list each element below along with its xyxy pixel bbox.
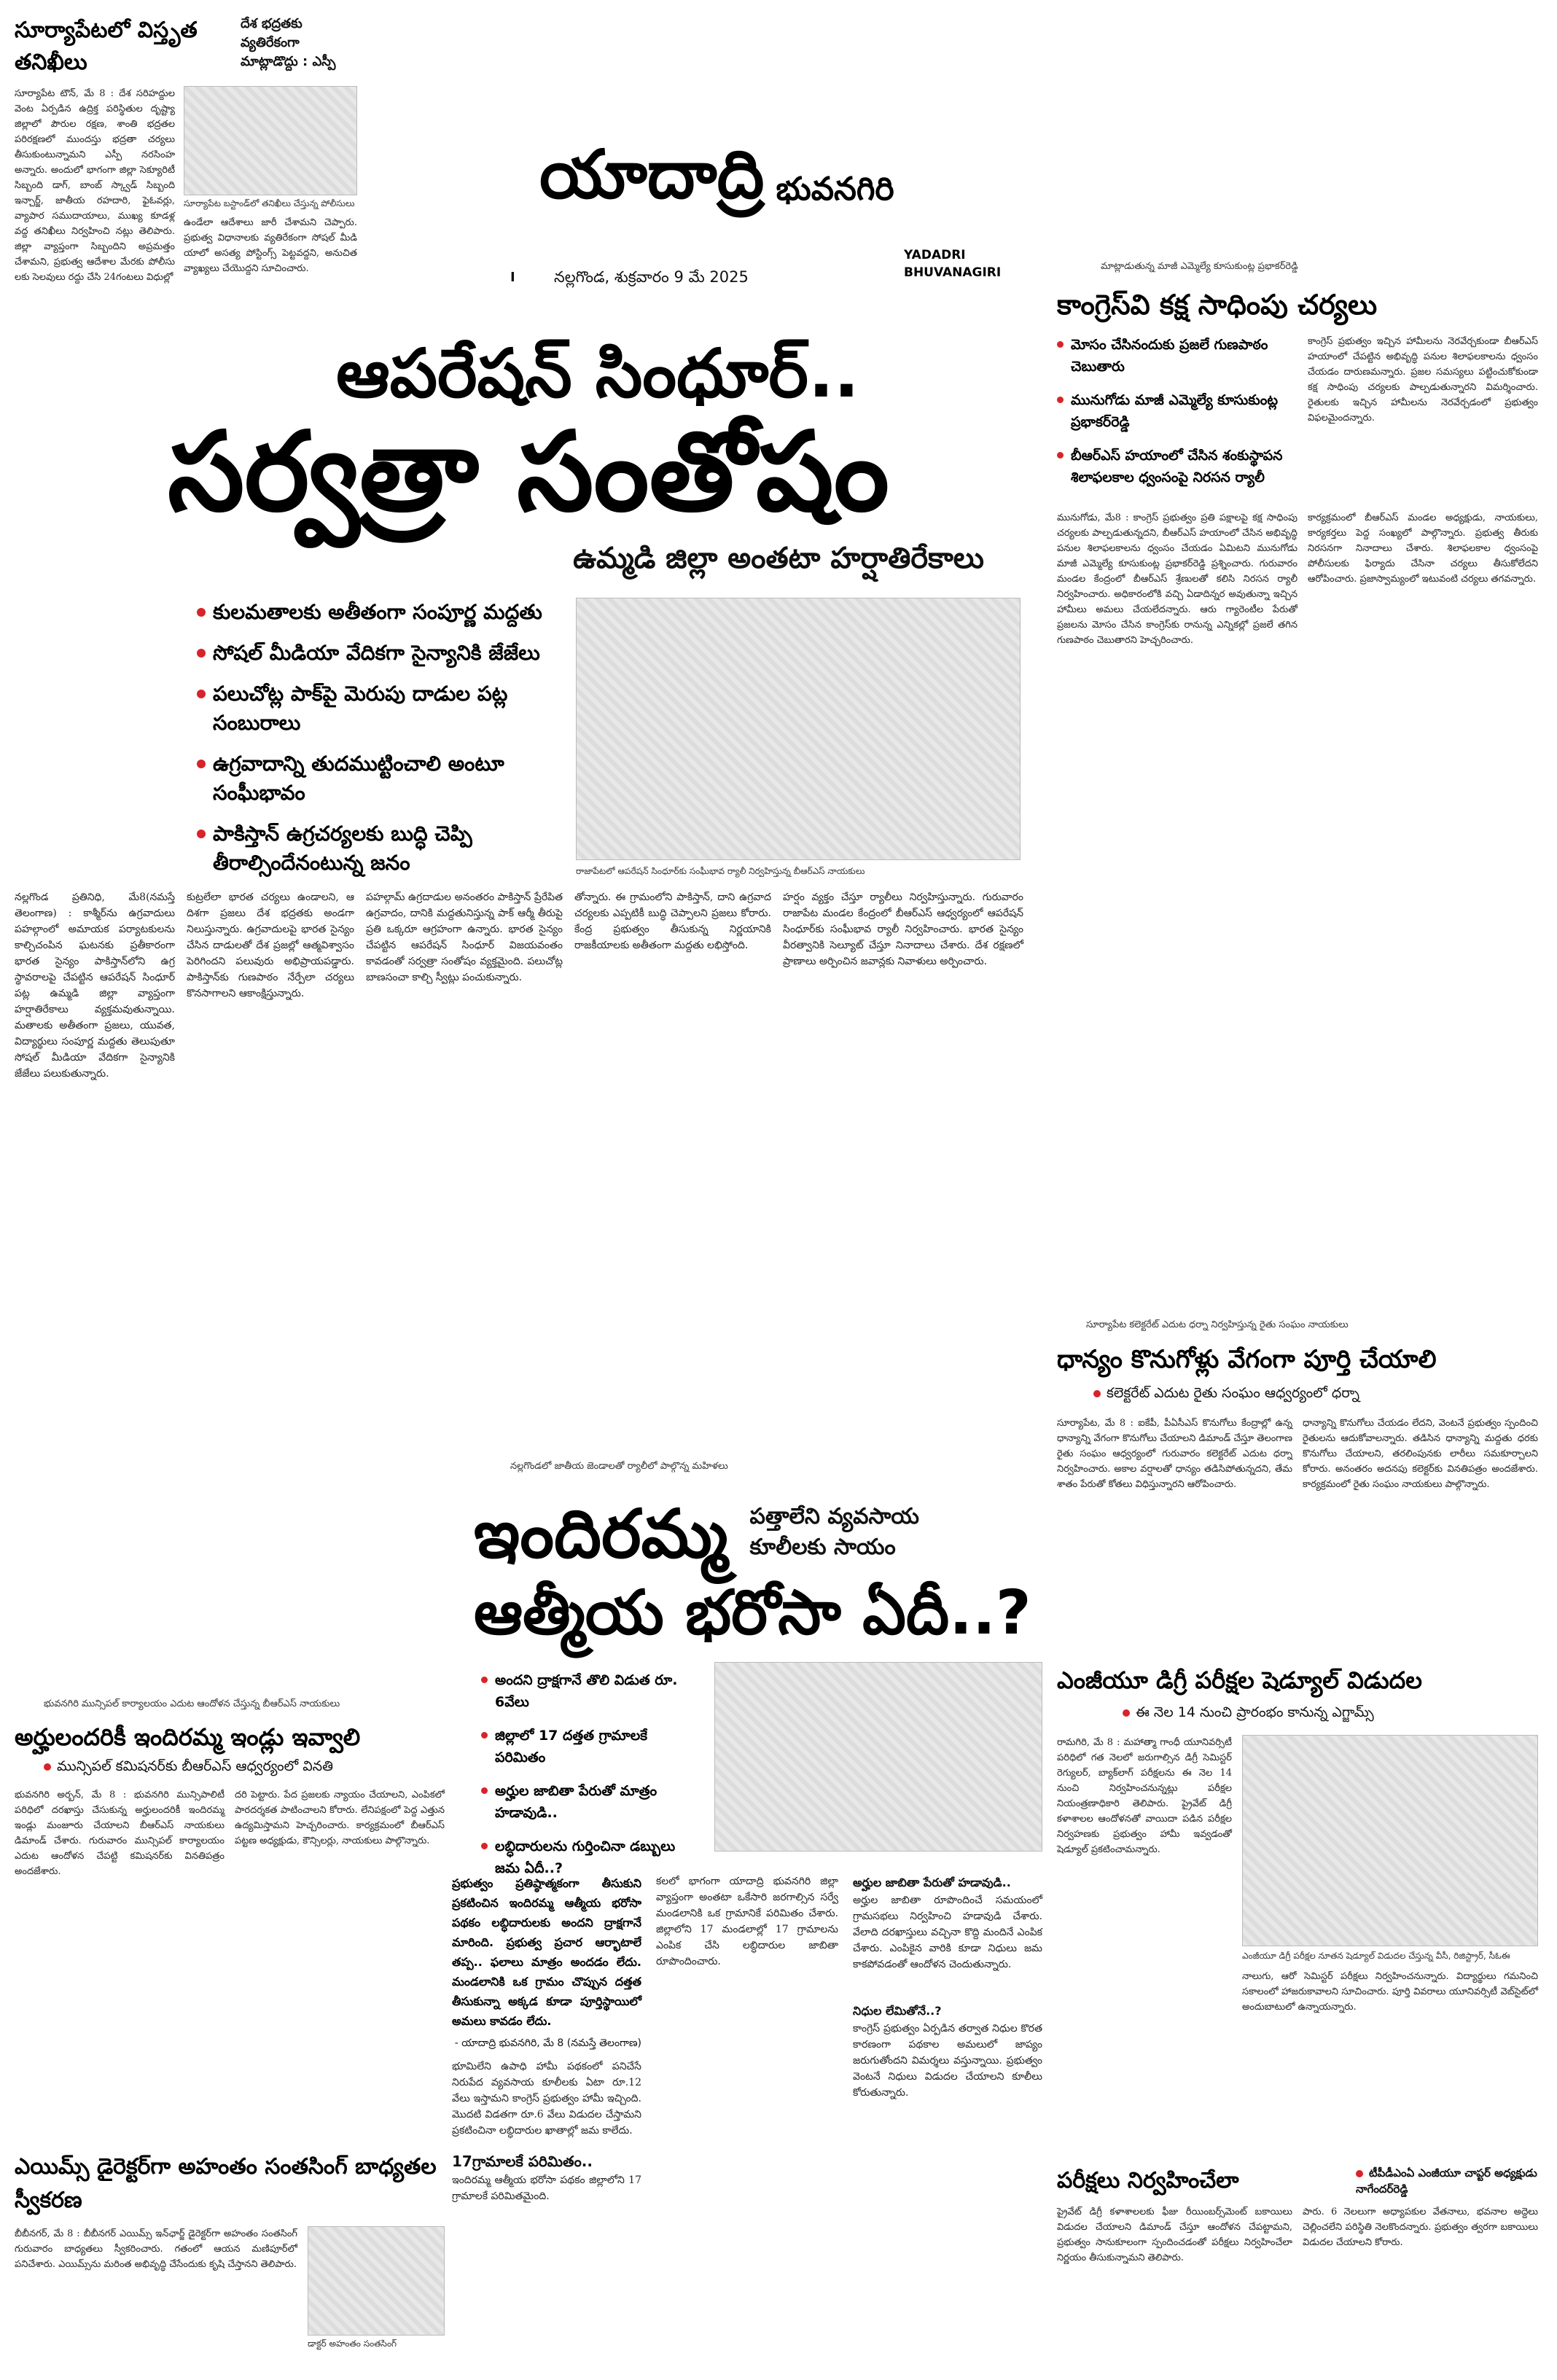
issue-mark: I — [510, 270, 515, 285]
aiims-photo-caption: డాక్టర్ అహంతం సంతసింగ్ — [308, 2338, 397, 2349]
degree-body-2: నాలుగు, ఆరో సెమిస్టర్ పరీక్షలు నిర్వహించనున్నారు. విద్యార్థులు గమనించి సకాలంలో హాజరుకావాలని సూచించారు. పూర్తి వివరాలు యూనివర్సిటీ వెబ్‌సైట్‌లో అందుబాటులో ఉన్నాయన్నారు. — [1242, 1971, 1538, 2013]
degree-photo-caption: ఎంజీయూ డిగ్రీ పరీక్షల నూతన షెడ్యూల్ విడుదల చేస్తున్న వీసీ, రిజిస్ట్రార్, సీఓఈ — [1242, 1951, 1510, 1961]
exams-headline: పరీక్షలు నిర్వహించేలా — [1057, 2168, 1239, 2193]
bullet-item: మోసం చేసినందుకు ప్రజలే గుణపాఠం చెబుతారు — [1057, 334, 1298, 378]
indiramma-col-b-wrap — [656, 1873, 838, 1970]
body-column-2: ఉండేలా ఆదేశాలు జారీ చేశామని చెప్పారు. ప్రభుత్వ విధానాలకు వ్యతిరేకంగా సోషల్ మీడి యాలో అసత్య పోస్టింగ్స్ పెట్టవద్దని, అనుచిత వ్యాఖ్యలు చేయొద్దని సూచించారు. — [184, 217, 357, 274]
police-check-photo — [184, 86, 357, 195]
english-name: YADADRI BHUVANAGIRI — [904, 248, 1002, 280]
degree-headline: ఎంజీయూ డిగ్రీ పరీక్షల షెడ్యూల్ విడుదల — [1057, 1666, 1422, 1694]
bullet-item: అందని ద్రాక్షగానే తొలి విడుత రూ. 6వేలు — [481, 1669, 700, 1713]
top-left-story — [15, 15, 357, 285]
degree-story — [1057, 1662, 1538, 2015]
bullet-item: లబ్ధిదారులను గుర్తించినా డబ్బులు జమ ఏదీ..? — [481, 1835, 700, 1879]
lead-bullets — [197, 598, 561, 889]
congress-body-left: మునుగోడు, మే8 : కాంగ్రెస్ ప్రభుత్వం ప్రతి పక్షాలపై కక్ష సాధింపు చర్యలకు పాల్పడుతున్నదని, బీఆర్ఎస్ హయాంలో చేసిన అభివృద్ధి పనుల శిలాఫలకాలను ధ్వంసం చేయడం ఏమిటని మునుగోడు మాజీ ఎమ్మెల్యే కూసుకుంట్ల ప్రభాకర్‌రెడ్డి ప్రశ్నించారు. గురువారం మండల కేంద్రంలో బీఆర్ఎస్ శ్రేణులతో కలిసి నిరసన ర్యాలీ నిర్వహించారు. అధికారంలోకి వచ్చి ఏడాదిన్నర అవుతున్నా ఇచ్చిన హామీలు అమలు చేయలేదన్నారు. ఆరు గ్యారెంటీల పేరుతో ప్రజలను మోసం చేసిన కాంగ్రెస్‌కు రానున్న ఎన్నికల్లో ప్రజలే తగిన గుణపాఠం చెబుతారని హెచ్చరించారు. — [1057, 512, 1298, 646]
indiramma-highlight-box — [452, 1873, 641, 2204]
photo-caption: సూర్యాపేట బస్టాండ్‌లో తనిఖీలు చేస్తున్న పోలీసులు — [184, 198, 355, 208]
body-column: సూర్యాపేట టౌన్, మే 8 : దేశ సరిహద్దుల వెంట ఏర్పడిన ఉద్రిక్త పరిస్థితుల దృష్ట్యా జిల్లాలో పౌరుల రక్షణ, శాంతి భద్రతల పరిరక్షణలో ముందస్తు భద్రతా చర్యలు తీసుకుంటున్నామని ఎస్పీ నరసింహ అన్నారు. అందులో భాగంగా జిల్లా సెక్యూరిటీ సిబ్బంది డాగ్, బాంబ్ స్క్వాడ్ సిబ్బంది ఇన్చార్జ్, జాతీయ రహదారి, ఫైఓవర్లు, వ్యాపార సముదాయాలు, ముఖ్య కూడళ్ల వద్ద తనిఖీలు నిర్వహించి నట్లు తెలిపారు. జిల్లా వ్యాప్తంగా సిబ్బందిని అప్రమత్తం చేశామని, ప్రభుత్వ ఆదేశాల మేరకు పోలీసు లకు సెలవులు రద్దు చేసి 24గంటలు విధుల్లో — [15, 88, 175, 283]
lead-col-5: హర్షం వ్యక్తం చేస్తూ ర్యాలీలు నిర్వహిస్తున్నారు. గురువారం రాజాపేట మండల కేంద్రంలో బీఆర్ఎస్ ఆధ్వర్యంలో ఆపరేషన్ సింధూర్‌కు సంఘీభావ ర్యాలీ నిర్వహించారు. భారత సైన్యం వీరత్వానికి సెల్యూట్ చేస్తూ నినాదాలు చేశారు. దేశ రక్షణలో ప్రాణాలు అర్పించిన జవాన్లకు నివాళులు అర్పించారు. — [783, 891, 1023, 967]
grain-body: సూర్యాపేట, మే 8 : ఐకేపీ, పీఏసీఎస్ కొనుగోలు కేంద్రాల్లో ఉన్న ధాన్యాన్ని వేగంగా కొనుగోలు చేయాలని డిమాండ్ చేస్తూ తెలంగాణ రైతు సంఘం ఆధ్వర్యంలో గురువారం కలెక్టరేట్ ఎదుట ధర్నా నిర్వహించారు. అకాల వర్షాలతో ధాన్యం తడిసిపోతున్నదని, తేమ శాతం పేరుతో కోతలు విధిస్తున్నారని ఆరోపించారు. — [1057, 1418, 1292, 1490]
grain-sub: కలెక్టరేట్ ఎదుట రైతు సంఘం ఆధ్వర్యంలో ధర్నా — [1057, 1382, 1538, 1404]
bullet-item: పలుచోట్ల పాక్‌పై మెరుపు దాడుల పట్ల సంబురాలు — [197, 679, 561, 738]
lead-col-2: కుట్రలేలా భారత చర్యలు ఉండాలని, ఆ దిశగా ప్రజలు దేశ భద్రతకు అండగా నిలుస్తున్నారు. ఉగ్రవాదులపై భారత సైన్యం చేసిన దాడులతో దేశ ప్రజల్లో ఆత్మవిశ్వాసం పెరిగిందని పలువురు అభిప్రాయపడ్డారు. పాకిస్తాన్‌కు గుణపాఠం నేర్పేలా చర్యలు కొనసాగాలని ఆకాంక్షిస్తున్నారు. — [187, 891, 354, 999]
grain-headline: ధాన్యం కొనుగోళ్లు వేగంగా పూర్తి చేయాలి — [1057, 1345, 1437, 1374]
exams-body-2: పారు. 6 నెలలుగా అధ్యాపకుల వేతనాలు, భవనాల అద్దెలు చెల్లించలేని పరిస్థితి నెలకొందన్నారు. ప్రభుత్వం త్వరగా బకాయిలు విడుదల చేయాలని కోరారు. — [1303, 2207, 1538, 2248]
exams-body: ప్రైవేట్ డిగ్రీ కళాశాలలకు ఫీజు రీయింబర్స్‌మెంట్ బకాయిలు విడుదల చేయాలని డిమాండ్ చేస్తూ ఆందోళన చేపట్టామని, ప్రభుత్వం సానుకూలంగా స్పందించడంతో పరీక్షలు నిర్వహించేలా నిర్ణయం తీసుకున్నామని తెలిపారు. — [1057, 2207, 1292, 2263]
congress-story — [1057, 261, 1538, 648]
indiramma-photo — [714, 1662, 1042, 1852]
masthead-subtitle: భువనగిరి — [776, 171, 894, 208]
aiims-story — [15, 2150, 445, 2351]
bullet-item: సోషల్ మీడియా వేదికగా సైన్యానికి జేజేలు — [197, 639, 561, 668]
masthead-title: యాదాద్రి — [539, 136, 765, 214]
grain-story — [1057, 1319, 1538, 1492]
indiramma-col-b: కలలో భాగంగా యాదాద్రి భువనగిరి జిల్లా వ్యాప్తంగా అంతటా ఒకేసారి జరగాల్సిన సర్వే మండలానికి ఒక గ్రామానికే పరిమితం చేశారు. జిల్లాలోని 17 మండలాల్లో 17 గ్రామాలను ఎంపిక చేసి లబ్ధిదారుల జాబితా రూపొందించారు. — [656, 1876, 838, 1967]
bullet-item: పాకిస్తాన్ ఉగ్రచర్యలకు బుద్ధి చెప్పి తీరాల్సిందేనంటున్న జనం — [197, 819, 561, 878]
side-label: దేశ భద్రతకు వ్యతిరేకంగా మాట్లాడొద్దు : ఎస్పీ — [241, 16, 336, 69]
photo-label: భువనగిరి మున్సిపల్ కార్యాలయం ఎదుట ఆందోళన చేస్తున్న బీఆర్ఎస్ నాయకులు — [44, 1698, 340, 1709]
degree-body: రామగిరి, మే 8 : మహాత్మా గాంధీ యూనివర్సిటీ పరిధిలో గత నెలలో జరుగాల్సిన డిగ్రీ సెమిస్టర్ రెగ్యులర్, బ్యాక్‌లాగ్ పరీక్షలను ఈ నెల 14 నుంచి నిర్వహించనున్నట్లు పరీక్షల నియంత్రణాధికారి తెలిపారు. ప్రైవేట్ డిగ్రీ కళాశాలల ఆందోళనతో వాయిదా పడిన పరీక్షల నిర్వహణకు ప్రభుత్వం హామీ ఇవ్వడంతో షెడ్యూల్ ప్రకటించామన్నారు. — [1057, 1737, 1232, 1855]
indiramma-side-head: పత్తాలేని వ్యవసాయ కూలీలకు సాయం — [749, 1504, 919, 1560]
dateline: నల్లగొండ, శుక్రవారం 9 మే 2025 — [554, 268, 749, 286]
degree-sub: ఈ నెల 14 నుంచి ప్రారంభం కానున్న ఎగ్జామ్స్ — [1057, 1701, 1538, 1723]
indiramma-headline-a: ఇందిరమ్మ — [474, 1495, 728, 1573]
congress-headline: కాంగ్రెస్‌వి కక్ష సాధింపు చర్యలు — [1057, 289, 1378, 321]
houses-body: భువనగిరి అర్బన్, మే 8 : భువనగిరి మున్సిపాలిటీ పరిధిలో దరఖాస్తు చేసుకున్న అర్హులందరికీ ఇందిరమ్మ ఇండ్లు మంజూరు చేయాలని బీఆర్ఎస్ నాయకులు డిమాండ్ చేశారు. గురువారం మున్సిపల్ కార్యాలయం ఎదుట ఆందోళన చేపట్టి కమిషనర్‌కు వినతిపత్రం అందజేశారు. — [15, 1790, 225, 1877]
bullet-item: అర్హుల జాబితా పేరుతో మాత్రం హడావుడి.. — [481, 1780, 700, 1824]
houses-story — [15, 1698, 445, 1879]
indiramma-story — [474, 1494, 1050, 1650]
congress-body-mid: కార్యక్రమంలో బీఆర్ఎస్ మండల అధ్యక్షుడు, నాయకులు, కార్యకర్తలు పెద్ద సంఖ్యలో పాల్గొన్నారు. ప్రభుత్వ తీరుకు నిరసనగా నినాదాలు చేశారు. శిలాఫలకాల ధ్వంసంపై పోలీసులకు ఫిర్యాదు చేసినా చర్యలు తీసుకోలేదని ఆరోపించారు. ప్రజాస్వామ్యంలో ఇటువంటి చర్యలు తగవన్నారు. — [1308, 512, 1538, 585]
rally-photo — [576, 598, 1021, 860]
indiramma-col-c2-head: నిధుల లేమితోనే..? — [853, 2004, 942, 2018]
aiims-body: బీబీనగర్, మే 8 : బీబీనగర్ ఎయిమ్స్ ఇన్‌ఛార్జ్ డైరెక్టర్‌గా అహంతం సంతసింగ్ గురువారం బాధ్యతలు స్వీకరించారు. గతంలో ఆయన మణిపూర్‌లో పనిచేశారు. ఎయిమ్స్‌ను మరింత అభివృద్ధి చేసేందుకు కృషి చేస్తానని తెలిపారు. — [15, 2228, 297, 2270]
photo-label: మాట్లాడుతున్న మాజీ ఎమ్మెల్యే కూసుకుంట్ల ప్రభాకర్‌రెడ్డి — [1101, 261, 1298, 272]
lead-subhead: ఉమ్మడి జిల్లా అంతటా హర్షాతిరేకాలు — [573, 542, 984, 575]
lead-kicker: ఆపరేషన్ సింధూర్.. — [336, 335, 859, 413]
bullet-item: బీఆర్ఎస్ హయాంలో చేసిన శంకుస్థాపన శిలాఫలకాల ధ్వంసంపై నిరసన ర్యాలీ — [1057, 445, 1298, 488]
exams-story — [1057, 2165, 1538, 2266]
grain-body-2: ధాన్యాన్ని కొనుగోలు చేయడం లేదని, వెంటనే ప్రభుత్వం స్పందించి రైతులను ఆదుకోవాలన్నారు. తడిసిన ధాన్యాన్ని మద్దతు ధరకు కొనుగోలు చేయాలని, తరలింపునకు లారీలు సమకూర్చాలని కోరారు. అనంతరం అదనపు కలెక్టర్‌కు వినతిపత్రం అందజేశారు. కార్యక్రమంలో రైతు సంఘం నాయకులు పాల్గొన్నారు. — [1303, 1418, 1538, 1490]
degree-photo — [1242, 1735, 1538, 1946]
lead-body-columns — [15, 889, 1035, 1082]
lead-headline: సర్వత్రా సంతోషం — [168, 409, 889, 536]
nalgonda-photo-caption: నల్లగొండలో జాతీయ జెండాలతో ర్యాలీలో పాల్గొన్న మహిళలు — [510, 1461, 728, 1472]
bullet-item: జిల్లాలో 17 దత్తత గ్రామాలకే పరిమితం — [481, 1725, 700, 1768]
photo-label: సూర్యాపేట కలెక్టరేట్ ఎదుట ధర్నా నిర్వహిస్తున్న రైతు సంఘం నాయకులు — [1086, 1319, 1349, 1330]
lead-col-1: నల్లగొండ ప్రతినిధి, మే8(నమస్తే తెలంగాణ) : కాశ్మీర్‌ను ఉగ్రవాదులు పహల్గాంలో అమాయక పర్యాటకులను కాల్చిచంపిన ఘటనకు ప్రతీకారంగా భారత సైన్యం పాకిస్తాన్‌లోని ఉగ్ర స్థావరాలపై చేపట్టిన ఆపరేషన్ సింధూర్ పట్ల ఉమ్మడి జిల్లా వ్యాప్తంగా హర్షాతిరేకాలు వ్యక్తమవుతున్నాయి. మతాలకు అతీతంగా ప్రజలు, యువత, విద్యార్థులు సంపూర్ణ మద్దతు తెలుపుతూ సోషల్ మీడియా వేదికగా సైన్యానికి జేజేలు పలుకుతున్నారు. — [15, 891, 175, 1080]
lead-story-heads — [168, 334, 1028, 579]
indiramma-col-c2: కాంగ్రెస్ ప్రభుత్వం ఏర్పడిన తర్వాత నిధుల కొరత కారణంగా పథకాల అమలులో జాప్యం జరుగుతోందని విమర్శలు వస్తున్నాయి. ప్రభుత్వం వెంటనే నిధులు విడుదల చేయాలని కూలీలు కోరుతున్నారు. — [853, 2023, 1042, 2099]
congress-body-right: కాంగ్రెస్ ప్రభుత్వం ఇచ్చిన హామీలను నెరవేర్చకుండా బీఆర్ఎస్ హయాంలో చేపట్టిన అభివృద్ధి పనుల శిలాఫలకాలను ధ్వంసం చేయడం దారుణమన్నారు. ప్రజల సమస్యలు పట్టించుకోకుండా కక్ష సాధింపు చర్యలకు పాల్పడుతున్నారని విమర్శించారు. రైతులకు ఇచ్చిన హామీలను నెరవేర్చడంలో ప్రభుత్వం విఫలమైందన్నారు. — [1308, 336, 1538, 424]
bullet-item: కులమతాలకు అతీతంగా సంపూర్ణ మద్దతు — [197, 598, 561, 627]
bullet-item: ఉగ్రవాదాన్ని తుదముట్టించాలి అంటూ సంఘీభావం — [197, 749, 561, 808]
indiramma-col-c-wrap — [853, 1873, 1042, 2101]
lead-col-4: తోన్నారు. ఈ గ్రామంలోని పాకిస్తాన్, దాని ఉగ్రవాద చర్యలకు ఎప్పటికీ బుద్ధి చెప్పాలని ప్రజలు కోరారు. కేంద్ర ప్రభుత్వం తీసుకున్న నిర్ణయానికి రాజకీయాలకు అతీతంగా మద్దతు లభిస్తోంది. — [574, 891, 771, 951]
lead-col-3: పహల్గామ్ ఉగ్రదాడుల అనంతరం పాకిస్తాన్ ప్రేరేపిత ఉగ్రవాదం, దానికి మద్దతునిస్తున్న పాక్ ఆర్మీ తీరుపై ప్రతి ఒక్కరూ ఆగ్రహంగా ఉన్నారు. భారత సైన్యం చేపట్టిన ఆపరేషన్ సింధూర్ విజయవంతం కావడంతో సర్వత్రా సంతోషం వ్యక్తమైంది. పలుచోట్ల బాణసంచా కాల్చి స్వీట్లు పంచుకున్నారు. — [366, 891, 563, 983]
indiramma-highlight: ప్రభుత్వం ప్రతిష్ఠాత్మకంగా తీసుకుని ప్రకటించిన ఇందిరమ్మ ఆత్మీయ భరోసా పథకం లబ్ధిదారులకు అందని ద్రాక్షగానే మారింది. ప్రభుత్వ ప్రచార ఆర్భాటాలే తప్ప.. ఫలాలు మాత్రం అందడం లేదు. మండలానికి ఒక గ్రామం చొప్పున దత్తత తీసుకున్నా అక్కడ కూడా పూర్తిస్థాయిలో అమలు కావడం లేదు. — [452, 1876, 641, 2028]
houses-headline: అర్హులందరికీ ఇందిరమ్మ ఇండ్లు ఇవ్వాలి — [15, 1723, 361, 1751]
indiramma-bottom: ఇందిరమ్మ ఆత్మీయ భరోసా పథకం జిల్లాలోని 17 గ్రామాలకే పరిమితమైంది. — [452, 2174, 641, 2202]
indiramma-col-c: అర్హుల జాబితా రూపొందించే సమయంలో గ్రామసభలు నిర్వహించి హడావుడి చేశారు. వేలాది దరఖాస్తులు వచ్చినా కొద్ది మందినే ఎంపిక చేశారు. ఎంపికైన వారికి కూడా నిధులు జమ కాకపోవడంతో ఆందోళన చెందుతున్నారు. — [853, 1895, 1042, 1970]
houses-sub: మున్సిపల్ కమిషనర్‌కు బీఆర్ఎస్ ఆధ్వర్యంలో వినతి — [15, 1755, 445, 1777]
rally-photo-caption: రాజాపేటలో ఆపరేషన్ సింధూర్‌కు సంఘీభావ ర్యాలీ నిర్వహిస్తున్న బీఆర్ఎస్ నాయకులు — [576, 866, 865, 876]
bullet-item: మునుగోడు మాజీ ఎమ్మెల్యే కూసుకుంట్ల ప్రభాకర్‌రెడ్డి — [1057, 389, 1298, 433]
congress-bullets — [1057, 334, 1298, 488]
houses-body-2: దరి పెట్టారు. పేద ప్రజలకు న్యాయం చేయాలని, ఎంపికలో పారదర్శకత పాటించాలని కోరారు. లేనిపక్షంలో పెద్ద ఎత్తున ఉద్యమిస్తామని హెచ్చరించారు. కార్యక్రమంలో బీఆర్ఎస్ పట్టణ అధ్యక్షుడు, కౌన్సిలర్లు, నాయకులు పాల్గొన్నారు. — [235, 1790, 445, 1846]
indiramma-byline: - యాదాద్రి భువనగిరి, మే 8 (నమస్తే తెలంగాణ) — [454, 2037, 641, 2049]
aiims-headline: ఎయిమ్స్ డైరెక్టర్‌గా అహంతం సంతసింగ్ బాధ్యతల స్వీకరణ — [15, 2154, 437, 2213]
headline: సూర్యాపేటలో విస్తృత తనిఖీలు — [15, 17, 198, 75]
exams-side: టీపీడీఎంఏ ఎంజీయూ చాప్టర్ అధ్యక్షుడు నాగేందర్‌రెడ్డి — [1356, 2166, 1537, 2196]
indiramma-col-c-head: అర్హుల జాబితా పేరుతో హడావుడి.. — [853, 1876, 1011, 1889]
masthead — [539, 136, 1050, 214]
indiramma-bottom-head: 17గ్రామాలకే పరిమితం.. — [452, 2153, 593, 2170]
indiramma-col-a: భూమిలేని ఉపాధి హామీ పథకంలో పనిచేసే నిరుపేద వ్యవసాయ కూలీలకు ఏటా రూ.12 వేలు ఇస్తామని కాంగ్రెస్ ప్రభుత్వం హామీ ఇచ్చింది. మొదటి విడతగా రూ.6 వేలు విడుదల చేస్తామని ప్రకటించినా లబ్ధిదారుల ఖాతాల్లో జమ కాలేదు. — [452, 2061, 641, 2137]
indiramma-bullets — [481, 1669, 700, 1891]
indiramma-headline-b: ఆత్మీయ భరోసా ఏదీ..? — [474, 1577, 1031, 1648]
aiims-photo — [308, 2226, 445, 2336]
